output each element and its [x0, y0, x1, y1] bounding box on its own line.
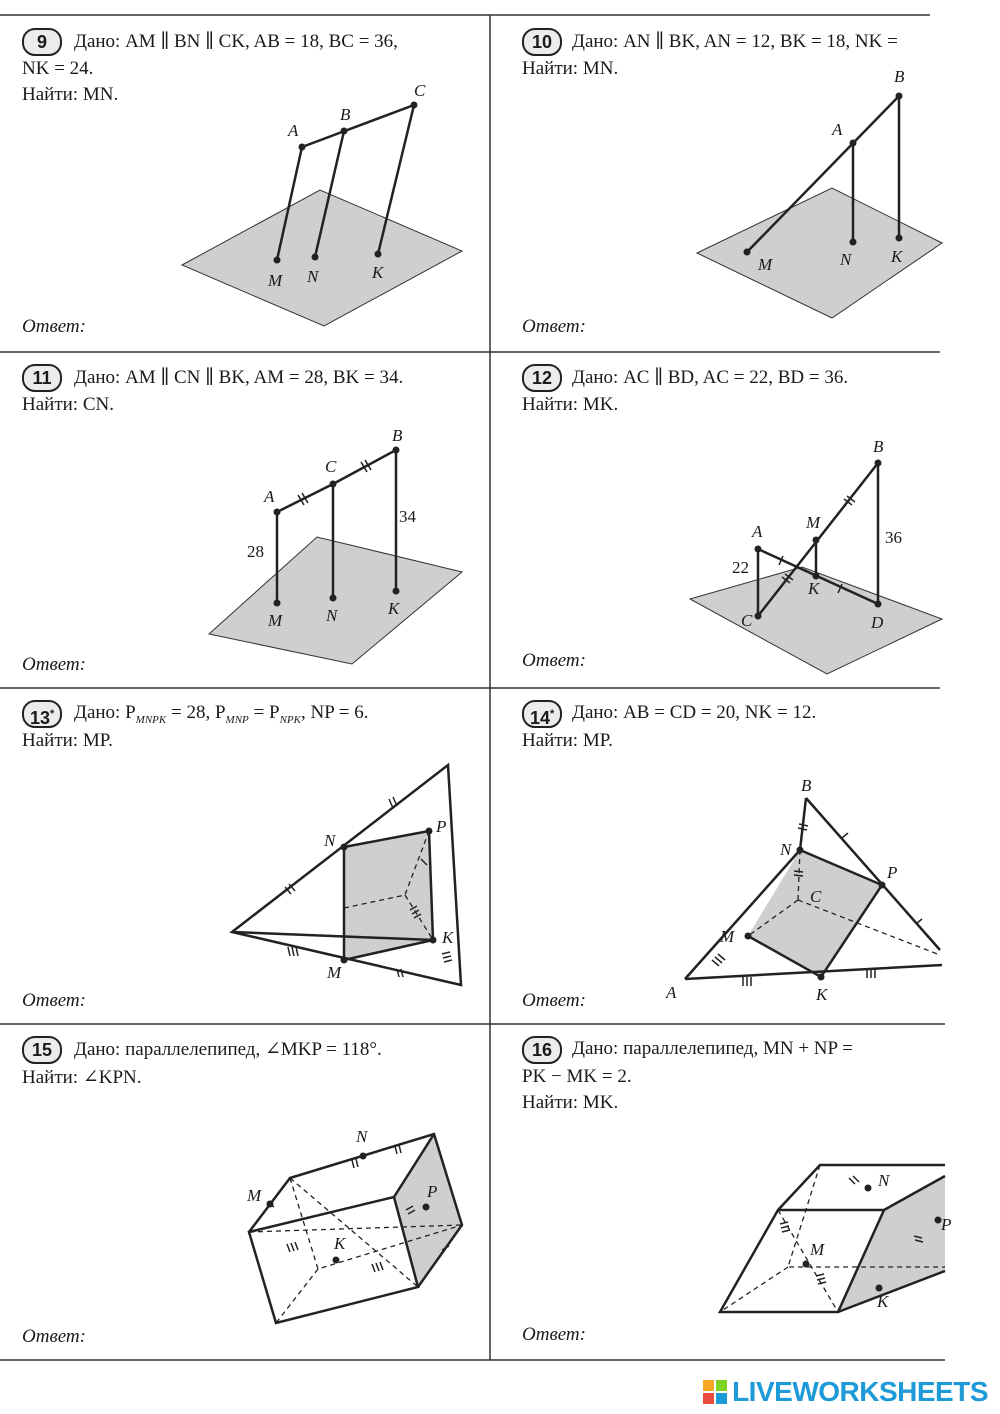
figure-9 — [22, 28, 487, 348]
problem-number: 11 — [22, 364, 62, 392]
problem-11 — [22, 364, 487, 684]
find-text: Найти: MN. — [22, 84, 119, 105]
given-text: Дано: параллелепипед, ∠MKP = 118°. — [74, 1039, 382, 1060]
label-B: B — [894, 67, 905, 86]
label-A: A — [752, 522, 763, 541]
problem-number: 15 — [22, 1036, 62, 1064]
figure-15 — [22, 1036, 487, 1356]
find-text: Найти: MK. — [522, 1092, 619, 1113]
label-M: M — [806, 513, 821, 532]
label-N: N — [840, 250, 852, 269]
label-P: P — [427, 1182, 438, 1201]
problem-13 — [22, 700, 487, 1020]
find-text: Найти: ∠KPN. — [22, 1067, 142, 1088]
figure-13 — [22, 700, 487, 1020]
given-text: Дано: $P_{MNPK} = 28$, $P_{MNP} = P_{NPK}$, NP = 6. — [74, 702, 369, 726]
label-M: M — [268, 271, 283, 290]
label-A: A — [264, 487, 275, 506]
answer-label: Ответ: — [22, 990, 86, 1011]
answer-label: Ответ: — [522, 990, 586, 1011]
liveworksheets-logo[interactable] — [702, 1376, 988, 1408]
problem-9 — [22, 28, 487, 348]
label-28: 28 — [247, 542, 264, 561]
answer-label: Ответ: — [522, 316, 586, 337]
given-text: Дано: параллелепипед, MN + NP = — [572, 1038, 853, 1059]
label-36: 36 — [885, 528, 902, 547]
label-N: N — [326, 606, 338, 625]
label-C: C — [810, 887, 822, 906]
figure-14 — [522, 700, 940, 1020]
find-text: Найти: CN. — [22, 394, 114, 415]
given-text: Дано: AM ∥ BN ∥ CK, AB = 18, BC = 36, — [74, 31, 398, 52]
label-K: K — [816, 985, 828, 1004]
label-B: B — [873, 437, 884, 456]
given-text-cont: NK = 24. — [22, 58, 94, 79]
figure-11 — [22, 364, 487, 684]
label-C: C — [741, 611, 753, 630]
find-text: Найти: MP. — [522, 730, 613, 751]
label-K: K — [442, 928, 454, 947]
label-C: C — [325, 457, 337, 476]
problem-number: 9 — [22, 28, 62, 56]
label-M: M — [758, 255, 773, 274]
label-C: C — [414, 81, 426, 100]
label-P: P — [941, 1215, 952, 1234]
label-B: B — [340, 105, 351, 124]
problem-number: 16 — [522, 1036, 562, 1064]
problem-number: 12 — [522, 364, 562, 392]
given-text-cont: PK − MK = 2. — [522, 1066, 632, 1087]
label-K: K — [808, 579, 820, 598]
problem-number: 13* — [22, 700, 62, 728]
answer-label: Ответ: — [22, 654, 86, 675]
label-34: 34 — [399, 507, 416, 526]
label-K: K — [877, 1292, 889, 1311]
label-B: B — [801, 776, 812, 795]
find-text: Найти: MN. — [522, 58, 619, 79]
answer-label: Ответ: — [522, 1324, 586, 1345]
label-N: N — [324, 831, 336, 850]
problem-15 — [22, 1036, 487, 1356]
label-N: N — [780, 840, 792, 859]
answer-label: Ответ: — [22, 1326, 86, 1347]
figure-16 — [522, 1036, 952, 1356]
figure-12 — [522, 364, 937, 684]
find-text: Найти: MP. — [22, 730, 113, 751]
label-P: P — [436, 817, 447, 836]
label-A: A — [832, 120, 843, 139]
label-K: K — [891, 247, 903, 266]
label-M: M — [247, 1186, 262, 1205]
label-B: B — [392, 426, 403, 445]
given-text: Дано: AN ∥ BK, AN = 12, BK = 18, NK = — [572, 31, 898, 52]
problem-16 — [522, 1036, 952, 1356]
label-N: N — [307, 267, 319, 286]
grid-logo-icon — [702, 1379, 728, 1405]
label-M: M — [327, 963, 342, 982]
given-text: Дано: AB = CD = 20, NK = 12. — [572, 702, 817, 723]
label-D: D — [871, 613, 884, 632]
label-N: N — [878, 1171, 890, 1190]
label-N: N — [356, 1127, 368, 1146]
label-M: M — [810, 1240, 825, 1259]
label-M: M — [268, 611, 283, 630]
problem-number: 10 — [522, 28, 562, 56]
label-22: 22 — [732, 558, 749, 577]
problem-10 — [522, 28, 932, 348]
label-K: K — [334, 1234, 346, 1253]
label-A: A — [666, 983, 677, 1002]
brand-text: LIVEWORKSHEETS — [732, 1376, 988, 1407]
given-text: Дано: AM ∥ CN ∥ BK, AM = 28, BK = 34. — [74, 367, 404, 388]
label-P: P — [887, 863, 898, 882]
answer-label: Ответ: — [22, 316, 86, 337]
problem-14 — [522, 700, 940, 1020]
label-M: M — [720, 927, 735, 946]
answer-label: Ответ: — [522, 650, 586, 671]
problem-12 — [522, 364, 937, 684]
problem-number: 14* — [522, 700, 562, 728]
given-text: Дано: AC ∥ BD, AC = 22, BD = 36. — [572, 367, 849, 388]
label-A: A — [288, 121, 299, 140]
find-text: Найти: MK. — [522, 394, 619, 415]
label-K: K — [372, 263, 384, 282]
label-K: K — [388, 599, 400, 618]
figure-10 — [522, 28, 932, 348]
